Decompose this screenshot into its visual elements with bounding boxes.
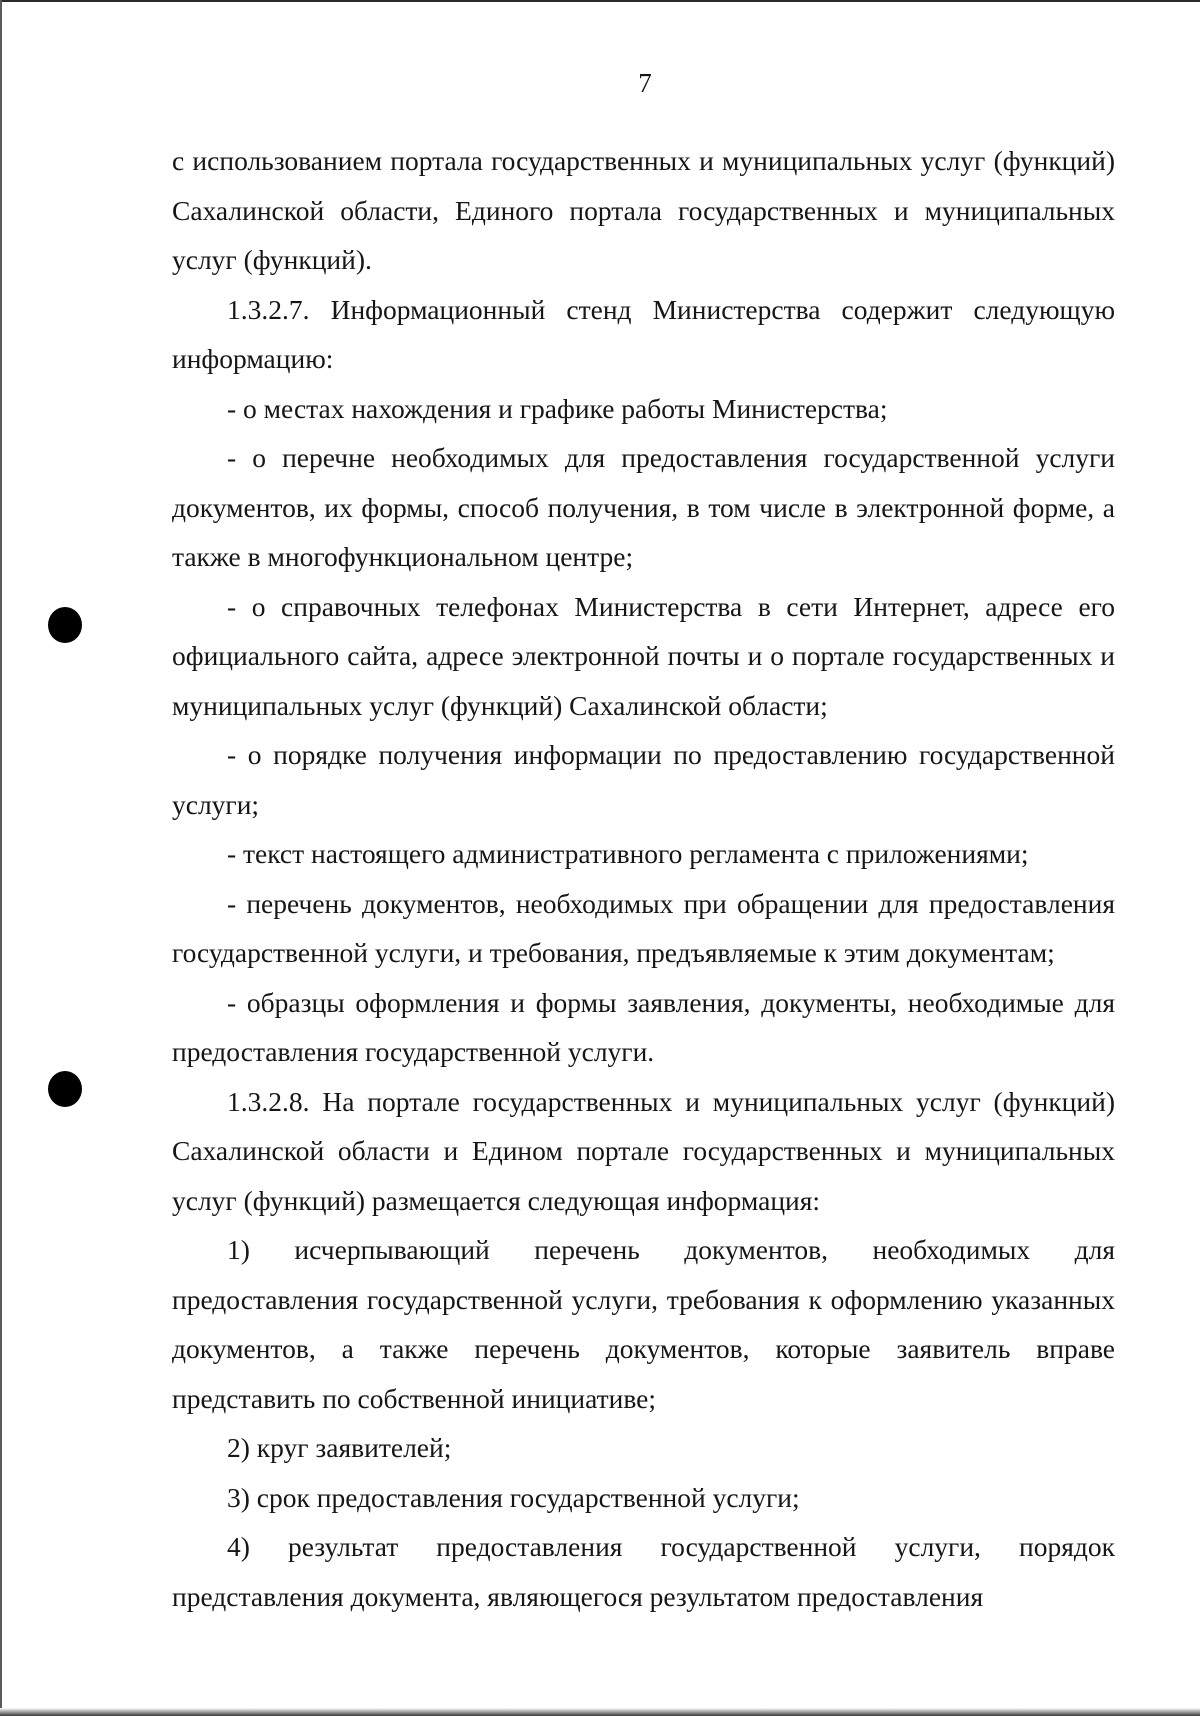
- document-body: [172, 136, 1115, 1621]
- paragraph-continuation: с использованием портала государственных и муниципальных услуг (функций) Сахалинской области, Единого портала государственных и муниципальных услуг (функций).: [172, 145, 1115, 275]
- list-item-required-documents: - о перечне необходимых для предоставления государственной услуги документов, их формы, способ получения, в том числе в электронной форме, а также в многофункциональном центре;: [172, 442, 1115, 572]
- punch-hole-upper: [48, 607, 82, 643]
- numbered-item-4: 4) результат предоставления государственной услуги, порядок представления документа, являющегося результатом предоставления: [172, 1531, 1115, 1612]
- paragraph-1-3-2-8-heading: 1.3.2.8. На портале государственных и муниципальных услуг (функций) Сахалинской области и Едином портале государственных и муниципальных услуг (функций) размещается следующая информация:: [172, 1085, 1115, 1216]
- numbered-item-3: 3) срок предоставления государственной услуги;: [227, 1481, 800, 1513]
- punch-hole-lower: [48, 1071, 82, 1107]
- scan-edge-bottom: [0, 1708, 1200, 1716]
- list-item-contacts: - о справочных телефонах Министерства в сети Интернет, адресе его официального сайта, адресе электронной почты и о портале государственных и муниципальных услуг (функций) Сахалинской области;: [172, 590, 1115, 721]
- scan-edge-left: [0, 0, 2, 1716]
- page-number: 7: [638, 68, 652, 98]
- scan-edge-top: [0, 0, 1200, 2]
- list-item-regulation-text: - текст настоящего административного регламента с приложениями;: [227, 838, 1029, 869]
- list-item-information-procedure: - о порядке получения информации по предоставлению государственной услуги;: [172, 739, 1115, 820]
- list-item-documents-requirements: - перечень документов, необходимых при обращении для предоставления государственной услуги, и требования, предъявляемые к этим документам;: [172, 887, 1115, 968]
- paragraph-1-3-2-7-heading: 1.3.2.7. Информационный стенд Министерства содержит следующую информацию:: [172, 293, 1115, 374]
- numbered-item-1: 1) исчерпывающий перечень документов, необходимых для предоставления государственной услуги, требования к оформлению указанных документов, а также перечень документов, которые заявитель вправе представить по собственной инициативе;: [172, 1234, 1115, 1414]
- numbered-item-2: 2) круг заявителей;: [227, 1432, 452, 1463]
- list-item-location-schedule: - о местах нахождения и графике работы Министерства;: [227, 392, 888, 424]
- list-item-form-samples: - образцы оформления и формы заявления, документы, необходимые для предоставления государственной услуги.: [172, 986, 1115, 1067]
